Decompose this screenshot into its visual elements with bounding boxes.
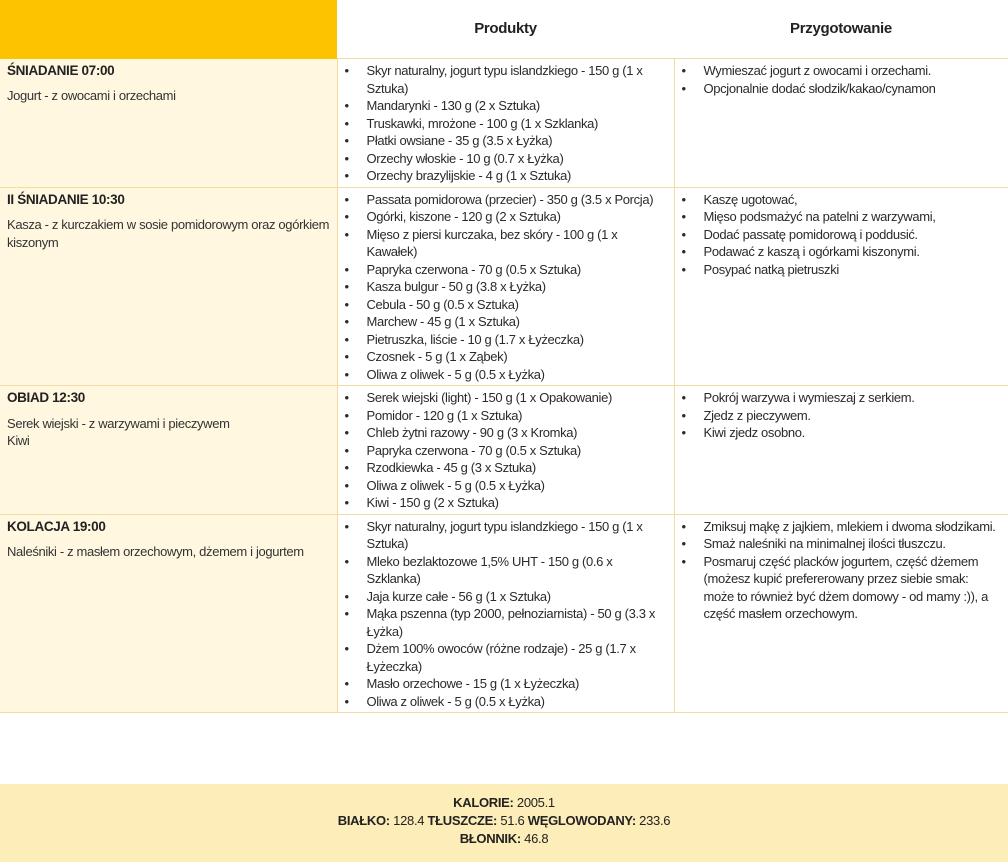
product-item: • Cebula - 50 g (0.5 x Sztuka): [342, 296, 666, 314]
header-corner: [0, 0, 337, 59]
meal-row: [0, 514, 1008, 713]
preparation-list: [679, 62, 1001, 97]
preparation-step: • Kaszę ugotować,: [679, 191, 1001, 209]
preparation-step: • Wymieszać jogurt z owocami i orzechami.: [679, 62, 1001, 80]
preparation-step: • Posypać natką pietruszki: [679, 261, 1001, 279]
preparation-step: • Dodać passatę pomidorową i poddusić.: [679, 226, 1001, 244]
meal-description: Serek wiejski - z warzywami i pieczywem Kiwi: [7, 415, 230, 448]
meal-name: OBIAD 12:30: [7, 390, 85, 405]
preparation-header: Przygotowanie: [674, 0, 1008, 59]
product-item: • Mąka pszenna (typ 2000, pełnoziarnista) - 50 g (3.3 x Łyżka): [342, 605, 666, 640]
product-item: • Chleb żytni razowy - 90 g (3 x Kromka): [342, 424, 666, 442]
calories-label: KALORIE:: [453, 795, 514, 810]
preparation-step: • Mięso podsmażyć na patelni z warzywami,: [679, 208, 1001, 226]
preparation-step: • Opcjonalnie dodać słodzik/kakao/cynamon: [679, 80, 1001, 98]
product-item: • Orzechy włoskie - 10 g (0.7 x Łyżka): [342, 150, 666, 168]
meal-cell: [0, 514, 337, 713]
products-header: Produkty: [337, 0, 674, 59]
product-item: • Serek wiejski (light) - 150 g (1 x Opakowanie): [342, 389, 666, 407]
product-item: • Mleko bezlaktozowe 1,5% UHT - 150 g (0.6 x Szklanka): [342, 553, 666, 588]
product-item: • Kasza bulgur - 50 g (3.8 x Łyżka): [342, 278, 666, 296]
products-list: [342, 518, 666, 711]
product-item: • Masło orzechowe - 15 g (1 x Łyżeczka): [342, 675, 666, 693]
product-item: • Oliwa z oliwek - 5 g (0.5 x Łyżka): [342, 477, 666, 495]
protein-label: BIAŁKO:: [337, 813, 390, 828]
products-cell: [337, 386, 674, 515]
fiber-value: 46.8: [524, 831, 549, 846]
product-item: • Papryka czerwona - 70 g (0.5 x Sztuka): [342, 261, 666, 279]
preparation-step: • Smaż naleśniki na minimalnej ilości tłuszczu.: [679, 535, 1001, 553]
preparation-step: • Zmiksuj mąkę z jajkiem, mlekiem i dwoma słodzikami.: [679, 518, 1001, 536]
meal-description: Naleśniki - z masłem orzechowym, dżemem i jogurtem: [7, 544, 304, 559]
product-item: • Pietruszka, liście - 10 g (1.7 x Łyżeczka): [342, 331, 666, 349]
preparation-list: [679, 191, 1001, 279]
fat-label: TŁUSZCZE:: [427, 813, 498, 828]
summary-line-fiber: [0, 830, 1008, 848]
products-cell: [337, 187, 674, 386]
product-item: • Jaja kurze całe - 56 g (1 x Sztuka): [342, 588, 666, 606]
carbs-value: 233.6: [639, 813, 671, 828]
product-item: • Ogórki, kiszone - 120 g (2 x Sztuka): [342, 208, 666, 226]
header-row: [0, 0, 1008, 59]
preparation-cell: [674, 514, 1008, 713]
preparation-cell: [674, 59, 1008, 188]
meal-cell: [0, 187, 337, 386]
meal-cell: [0, 59, 337, 188]
protein-value: 128.4: [393, 813, 425, 828]
product-item: • Kiwi - 150 g (2 x Sztuka): [342, 494, 666, 512]
meal-name: ŚNIADANIE 07:00: [7, 62, 115, 78]
summary-line-calories: [0, 794, 1008, 812]
meal-name: II ŚNIADANIE 10:30: [7, 191, 125, 207]
product-item: • Płatki owsiane - 35 g (3.5 x Łyżka): [342, 132, 666, 150]
carbs-label: WĘGLOWODANY:: [527, 813, 636, 828]
preparation-step: • Kiwi zjedz osobno.: [679, 424, 1001, 442]
products-list: [342, 389, 666, 512]
product-item: • Rzodkiewka - 45 g (3 x Sztuka): [342, 459, 666, 477]
preparation-list: [679, 389, 1001, 442]
preparation-step: • Zjedz z pieczywem.: [679, 407, 1001, 425]
product-item: • Passata pomidorowa (przecier) - 350 g (3.5 x Porcja): [342, 191, 666, 209]
nutrition-summary: [0, 784, 1008, 862]
products-list: [342, 191, 666, 384]
product-item: • Truskawki, mrożone - 100 g (1 x Szklanka): [342, 115, 666, 133]
product-item: • Dżem 100% owoców (różne rodzaje) - 25 g (1.7 x Łyżeczka): [342, 640, 666, 675]
products-cell: [337, 514, 674, 713]
meal-row: [0, 386, 1008, 515]
products-list: [342, 62, 666, 185]
products-cell: [337, 59, 674, 188]
product-item: • Papryka czerwona - 70 g (0.5 x Sztuka): [342, 442, 666, 460]
meal-row: [0, 59, 1008, 188]
preparation-cell: [674, 187, 1008, 386]
product-item: • Marchew - 45 g (1 x Sztuka): [342, 313, 666, 331]
product-item: • Skyr naturalny, jogurt typu islandzkiego - 150 g (1 x Sztuka): [342, 518, 666, 553]
fiber-label: BŁONNIK:: [459, 831, 521, 846]
product-item: • Oliwa z oliwek - 5 g (0.5 x Łyżka): [342, 693, 666, 711]
meal-description: Jogurt - z owocami i orzechami: [7, 88, 176, 103]
preparation-step: • Pokrój warzywa i wymieszaj z serkiem.: [679, 389, 1001, 407]
product-item: • Oliwa z oliwek - 5 g (0.5 x Łyżka): [342, 366, 666, 384]
product-item: • Mandarynki - 130 g (2 x Sztuka): [342, 97, 666, 115]
meal-rows: [0, 59, 1008, 713]
product-item: • Czosnek - 5 g (1 x Ząbek): [342, 348, 666, 366]
fat-value: 51.6: [500, 813, 525, 828]
meal-cell: [0, 386, 337, 515]
preparation-cell: [674, 386, 1008, 515]
product-item: • Skyr naturalny, jogurt typu islandzkiego - 150 g (1 x Sztuka): [342, 62, 666, 97]
meal-name: KOLACJA 19:00: [7, 518, 106, 534]
preparation-step: • Posmaruj część placków jogurtem, część dżemem (możesz kupić prefererowany przez siebie smak: może to również być dżem domowy - od mamy :)), a część masłem orzechowym.: [679, 553, 1001, 623]
calories-value: 2005.1: [516, 795, 555, 810]
preparation-list: [679, 518, 1001, 623]
product-item: • Mięso z piersi kurczaka, bez skóry - 100 g (1 x Kawałek): [342, 226, 666, 261]
preparation-step: • Podawać z kaszą i ogórkami kiszonymi.: [679, 243, 1001, 261]
product-item: • Pomidor - 120 g (1 x Sztuka): [342, 407, 666, 425]
meal-description: Kasza - z kurczakiem w sosie pomidorowym oraz ogórkiem kiszonym: [7, 217, 330, 250]
meal-row: [0, 187, 1008, 386]
summary-line-macros: [0, 812, 1008, 830]
product-item: • Orzechy brazylijskie - 4 g (1 x Sztuka): [342, 167, 666, 185]
